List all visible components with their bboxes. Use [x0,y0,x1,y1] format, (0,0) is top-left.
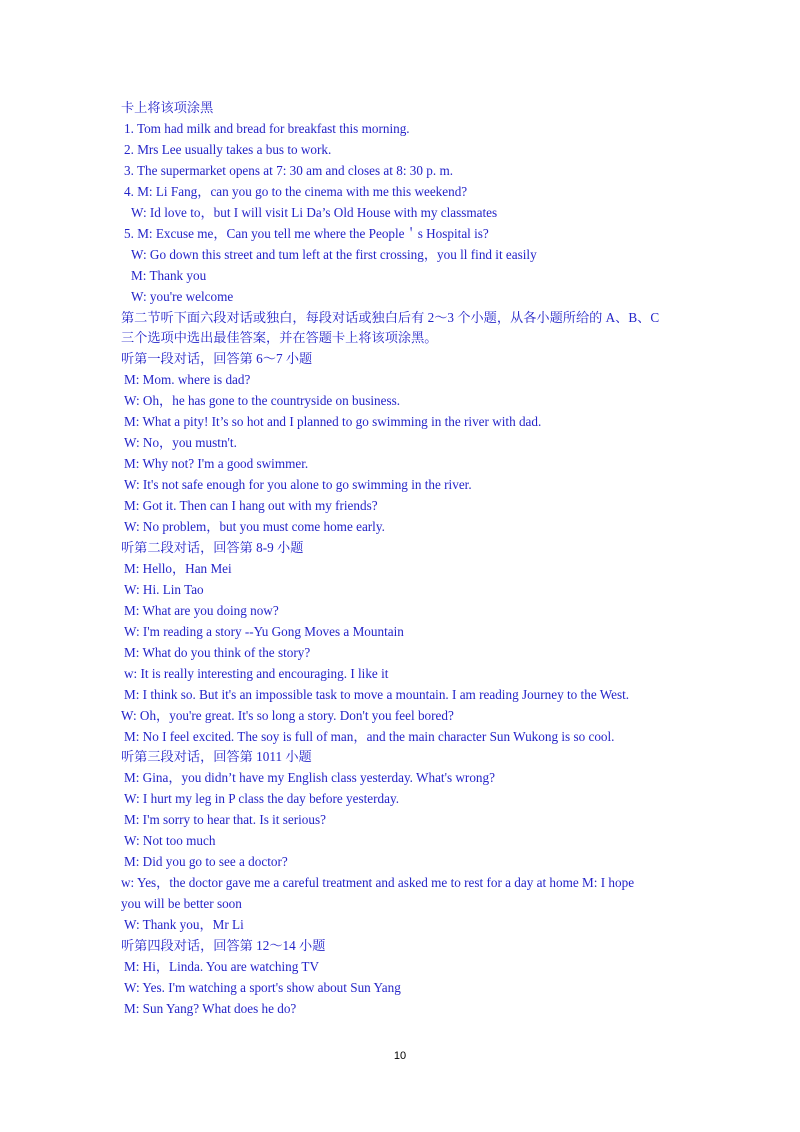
text-line: M: Did you go to see a doctor? [124,854,288,870]
text-line: 三个选项中选出最佳答案，并在答题卡上将该项涂黑。 [121,330,438,346]
text-line: M: Gina，you didn’t have my English class yesterday. What's wrong? [124,770,495,786]
text-line: 2. Mrs Lee usually takes a bus to work. [124,141,332,157]
text-line: W: you're welcome [131,288,234,304]
text-line: W: It's not safe enough for you alone to go swimming in the river. [124,477,472,493]
text-line: 听第三段对话，回答第 1011 小题 [121,749,312,765]
text-line: W: Oh，he has gone to the countryside on business. [124,393,401,409]
text-line: 1. Tom had milk and bread for breakfast this morning. [124,121,410,136]
text-line: M: I'm sorry to hear that. Is it serious? [124,812,326,828]
text-line: 5. M: Excuse me，Can you tell me where the People＇s Hospital is? [124,225,489,241]
page-number: 10 [393,1050,407,1062]
text-line: W: I'm reading a story --Yu Gong Moves a Mountain [124,623,404,639]
text-line: M: I think so. But it's an impossible task to move a mountain. I am reading Journey to the West. [124,686,630,702]
text-line: W: Not too much [124,833,216,849]
text-line: 听第一段对话，回答第 6～7 小题 [121,351,313,367]
text-line: 4. M: Li Fang，can you go to the cinema with me this weekend? [124,183,468,199]
text-line: M: Thank you [131,267,207,283]
text-line: M: Hello，Han Mei [124,560,232,576]
text-line: W: No problem，but you must come home early. [124,519,385,534]
text-line: w: Yes，the doctor gave me a careful treatment and asked me to rest for a day at home M: I hope [121,875,635,891]
text-line: W: No，you mustn't. [124,435,237,451]
text-line: W: I hurt my leg in P class the day before yesterday. [124,791,400,807]
text-line: M: Sun Yang? What does he do? [124,1000,297,1016]
text-line: you will be better soon [121,896,242,912]
text-line: W: Id love to，but I will visit Li Da’s Old House with my classmates [131,204,498,220]
text-line: W: Thank you，Mr Li [124,917,244,932]
text-line: M: Hi，Linda. You are watching TV [124,958,319,974]
text-line: w: It is really interesting and encouraging. I like it [124,665,389,681]
text-line: 听第二段对话，回答第 8-9 小题 [121,540,304,555]
text-line: 听第四段对话，回答第 12～14 小题 [121,938,326,953]
text-line: W: Yes. I'm watching a sport's show about Sun Yang [124,979,401,995]
text-line: 第二节听下面六段对话或独白，每段对话或独白后有 2～3 个小题，从各小题所给的 A、B、C [121,309,660,325]
text-line: M: Why not? I'm a good swimmer. [124,456,309,472]
text-line: M: Got it. Then can I hang out with my friends? [124,498,378,514]
text-line: 卡上将该项涂黑 [121,100,214,115]
text-line: M: What do you think of the story? [124,644,311,660]
text-line: 3. The supermarket opens at 7: 30 am and closes at 8: 30 p. m. [124,162,454,178]
text-line: M: Mom. where is dad? [124,372,251,388]
text-line: M: What a pity! It’s so hot and I planned to go swimming in the river with dad. [124,414,542,430]
text-line: W: Hi. Lin Tao [124,581,204,597]
text-line: W: Oh，you're great. It's so long a story. Don't you feel bored? [121,707,454,723]
text-line: M: What are you doing now? [124,602,279,618]
text-line: M: No I feel excited. The soy is full of man，and the main character Sun Wukong is so cool. [124,728,615,744]
text-line: W: Go down this street and tum left at the first crossing，you ll find it easily [131,246,537,262]
